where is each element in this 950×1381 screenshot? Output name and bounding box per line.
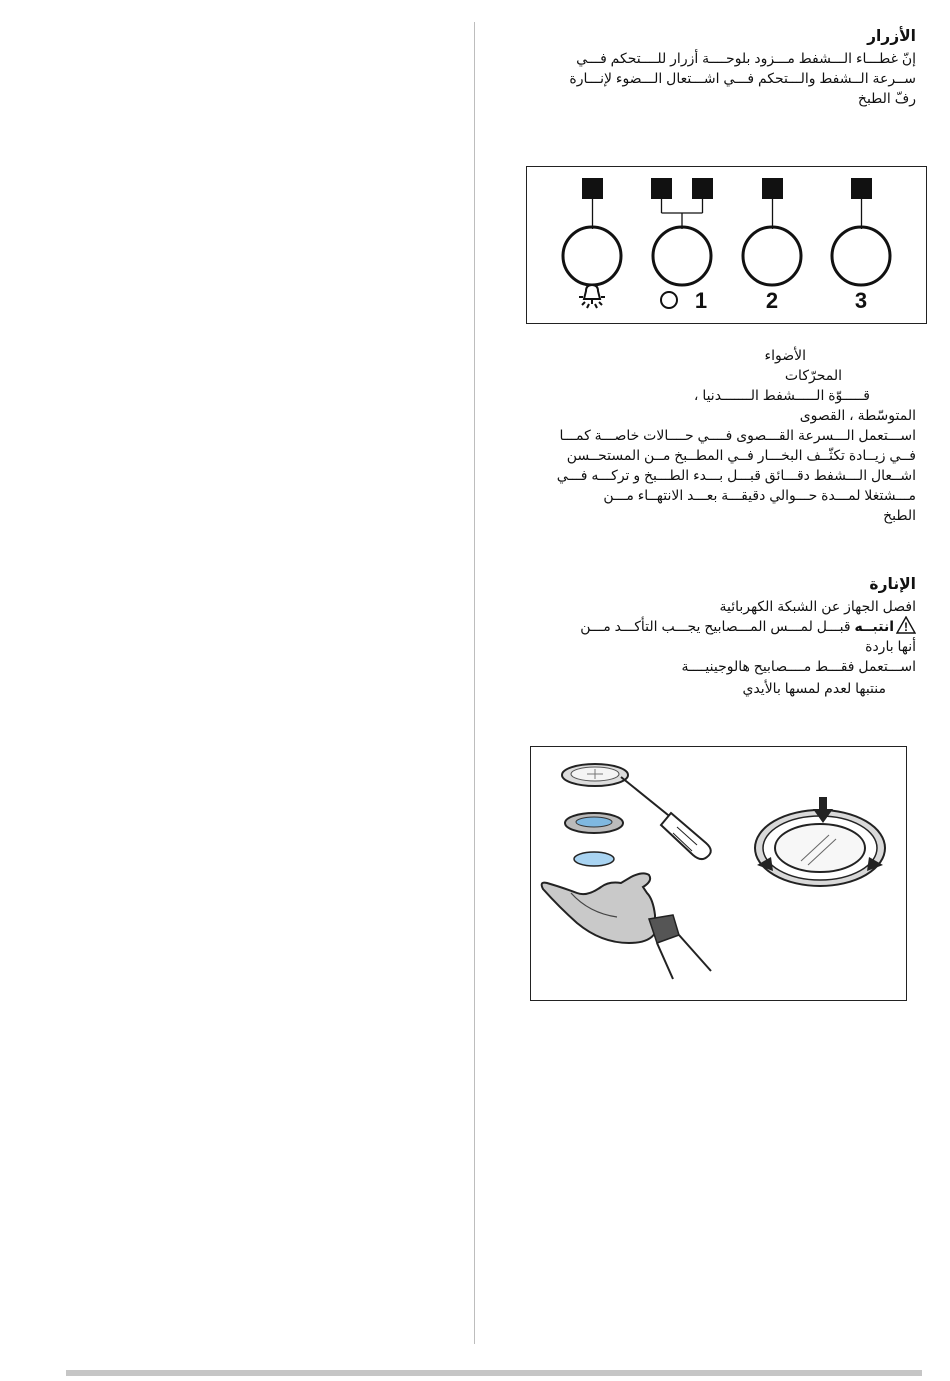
bulb-lens-illustration — [574, 852, 614, 866]
control-panel-diagram — [526, 166, 927, 324]
legend-speed-low: قـــــوّة الـــــشفط الـــــــدنيا ، — [693, 387, 870, 403]
indicator-square-2 — [762, 178, 783, 199]
gloved-hand-illustration — [542, 873, 711, 979]
column-divider — [474, 22, 475, 1344]
legend-text-line-5: الطبخ — [883, 507, 916, 523]
indicator-square-light — [582, 178, 603, 199]
legend-lights: الأضواء — [764, 347, 806, 363]
legend-motors: المحرّكات — [784, 367, 842, 383]
lamp-replacement-illustration — [530, 746, 907, 1001]
knob-2 — [743, 227, 801, 285]
button-label-3: 3 — [854, 288, 868, 313]
indicator-square-1b — [692, 178, 713, 199]
legend-text-line-4: مـــشتغلا لمـــدة حـــوالي دقيقـــة بعـــد الانتهــاء مـــن — [603, 487, 916, 503]
legend-text-line-1: اســـتعمل الـــسرعة القـــصوى فــــي حــــالات خاصـــة كمـــا — [559, 427, 916, 443]
knob-3 — [832, 227, 890, 285]
buttons-text-line-1: إنّ غطـــاء الـــشفط مـــزود بلوحــــة أزرار للــــتحكم فـــي — [576, 50, 916, 66]
buttons-text-line-2: ســرعة الــشفط والـــتحكم فـــي اشـــتعال الـــضوء لإنـــارة — [569, 70, 916, 86]
button-label-1: 1 — [694, 288, 708, 313]
legend-section — [528, 345, 916, 525]
lighting-halogen: اســـتعمل فقـــط مــــصابيح هالوجينيــــة — [681, 658, 916, 674]
off-circle-icon — [661, 292, 677, 308]
lighting-section — [528, 574, 916, 698]
indicator-square-3 — [851, 178, 872, 199]
mounted-lamp-illustration — [755, 797, 885, 886]
buttons-section — [528, 26, 916, 108]
warning-text-2: أنها باردة — [865, 638, 916, 654]
lighting-heading: الإنارة — [869, 576, 916, 593]
buttons-text-line-3: رفّ الطبخ — [857, 90, 916, 106]
lamp-ring-illustration — [565, 813, 623, 833]
lighting-note: منتبها لعدم لمسها بالأيدي — [742, 680, 886, 696]
warning-text-1: قبـــل لمـــس المـــصابيح يجـــب التأكـــد مـــن — [580, 618, 851, 634]
lamp-cover-illustration — [562, 764, 628, 786]
footer-bar — [66, 1370, 922, 1376]
warning-triangle-icon — [896, 616, 916, 634]
lighting-warning-line — [528, 616, 916, 636]
button-label-2: 2 — [765, 288, 779, 313]
lighting-disconnect: افصل الجهاز عن الشبكة الكهربائية — [719, 598, 916, 614]
legend-text-line-3: اشــعال الـــشفط دقـــائق قبـــل بـــدء الطـــبخ و تركـــه فـــي — [556, 467, 916, 483]
screwdriver-illustration — [621, 777, 711, 859]
svg-text:!: ! — [904, 620, 908, 634]
indicator-square-1a — [651, 178, 672, 199]
knob-light — [563, 227, 621, 285]
legend-speed-mid-max: المتوسّطة ، القصوى — [799, 407, 916, 423]
buttons-heading: الأزرار — [867, 28, 916, 45]
legend-text-line-2: فــي زيــادة تكثّــف البخـــار فــي المطــبخ مــن المستحــسن — [566, 447, 916, 463]
lamp-icon — [579, 285, 605, 308]
knob-1 — [653, 227, 711, 285]
warning-label: انتبــه — [854, 618, 894, 634]
